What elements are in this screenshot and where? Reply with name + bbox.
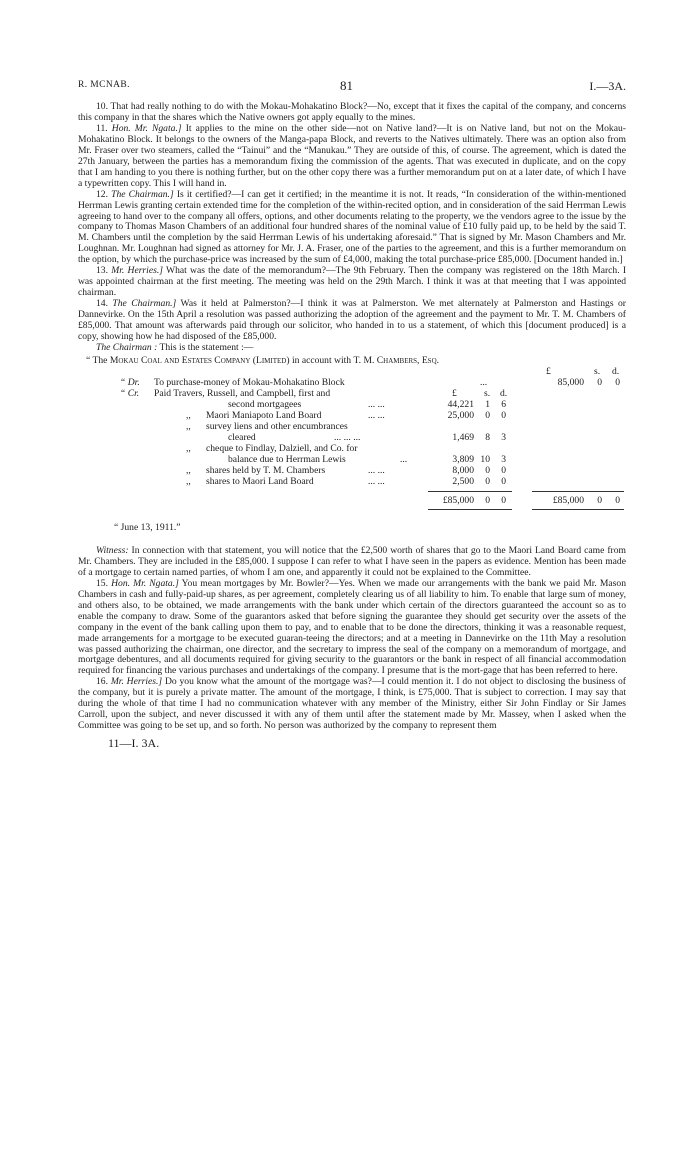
account-statement bbox=[78, 366, 626, 546]
document-reference: I.—3A. bbox=[589, 79, 626, 93]
total-rule-left bbox=[428, 509, 512, 510]
dr-pence: 0 bbox=[615, 376, 620, 388]
total-right-pounds: £85,000 bbox=[552, 494, 584, 506]
total-rule-right bbox=[532, 509, 624, 510]
page-header bbox=[78, 78, 626, 102]
document-page bbox=[78, 78, 626, 751]
cr-entry-1-pence: 6 bbox=[501, 398, 506, 410]
cr-pounds-header: £ bbox=[452, 387, 457, 399]
paragraph-10: 10. That had really nothing to do with the Mokau-Mohakatino Block?—No, except that it fixes the capital of the company, and concerns this company in that the shares which the Native owners got apply equally to the mines. bbox=[78, 101, 626, 123]
paragraph-12: 12. The Chairman.] Is it certified?—I can get it certified; in the meantime it is not. It reads, “In consideration of the within-mentioned Herrman Lewis granting certain extended time for the completion of the within-recited option, and in consideration of the said Herrman Lewis agreeing to hand over to the company all offers, options, and other documents relating to the property, we the vendors agree to the issue by the company to Thomas Mason Chambers of an additional four hundred shares of the nominal value of £10 fully paid up, to be held by the said T. M. Chambers until the completion by the said Herrman Lewis of his undertaking aforesaid.” That is signed by Mr. Mason Chambers and Mr. Loughnan. Mr. Loughnan had signed as attorney for Mr. J. A. Fraser, one of the parties to the agreement, and this is a further memorandum on the option, by which the purchase-price was increased by the sum of £4,000, making the total purchase-price £85,000. [Document handed in.] bbox=[78, 188, 627, 266]
cr-entry-5-pounds: 8,000 bbox=[452, 464, 474, 476]
dr-pounds: 85,000 bbox=[557, 376, 584, 388]
total-left-pence: 0 bbox=[501, 494, 506, 506]
cr-entry-3-pence: 3 bbox=[501, 431, 506, 443]
cr-entry-1-shillings: 1 bbox=[485, 398, 490, 410]
paragraph-14: 14. The Chairman.] Was it held at Palmerston?—I think it was at Palmerston. We met alternately at Palmerston and Hastings or Dannevirke. On the 15th April a resolution was passed authorizing the adoption of the agreement and the payment to Mr. T. M. Chambers of £85,000. That amount was afterwards paid through our solicitor, who handed in to us a statement, of which this [document produced] is a copy, showing how he had disposed of the £85,000. bbox=[78, 298, 626, 343]
pence-header: d. bbox=[612, 365, 620, 377]
statement-date: “ June 13, 1911.” bbox=[114, 521, 181, 533]
statement-intro: The Chairman : This is the statement :— bbox=[96, 341, 254, 353]
subtotal-rule-left bbox=[428, 491, 512, 492]
witness-name: R. MCNAB. bbox=[78, 80, 130, 90]
dr-dots: ... bbox=[480, 376, 488, 388]
paragraphs-top bbox=[78, 102, 626, 354]
cr-entry-5-line1: shares held by T. M. Chambers bbox=[206, 464, 326, 476]
cr-entry-1-pounds: 44,221 bbox=[447, 398, 474, 410]
subtotal-rule-right bbox=[532, 491, 624, 492]
cr-entry-3-prefix: ,, bbox=[186, 420, 191, 432]
cr-entry-2-pounds: 25,000 bbox=[447, 409, 474, 421]
cr-pence-header: d. bbox=[500, 387, 508, 399]
dr-label: “ Dr. bbox=[120, 376, 140, 388]
cr-entry-4-pence: 3 bbox=[501, 453, 506, 465]
cr-entry-1-line2: second mortgagees bbox=[228, 398, 302, 410]
cr-entry-6-line1: shares to Maori Land Board bbox=[206, 475, 314, 487]
cr-entry-4-prefix: ,, bbox=[186, 442, 191, 454]
paragraph-13: 13. Mr. Herries.] What was the date of the memorandum?—The 9th February. Then the company was registered on the 18th March. I was appointed chairman at the first meeting. The meeting was held on the 29th March. I think it was at that meeting that I was appointed chairman. bbox=[78, 265, 627, 299]
dr-description: To purchase-money of Mokau-Mohakatino Block bbox=[154, 376, 345, 388]
page-number: 81 bbox=[340, 78, 353, 93]
cr-entry-6-dots: ... ... bbox=[368, 475, 385, 487]
cr-entry-2-dots: ... ... bbox=[368, 409, 385, 421]
cr-entry-2-shillings: 0 bbox=[485, 409, 490, 421]
shillings-header: s. bbox=[594, 365, 601, 377]
cr-entry-1-dots: ... ... bbox=[368, 398, 385, 410]
cr-entry-2-line1: Maori Maniapoto Land Board bbox=[206, 409, 322, 421]
dr-shillings: 0 bbox=[597, 376, 602, 388]
cr-entry-5-pence: 0 bbox=[501, 464, 506, 476]
total-left-pounds: £85,000 bbox=[442, 494, 474, 506]
paragraphs-bottom bbox=[78, 546, 626, 732]
total-right-shillings: 0 bbox=[597, 494, 602, 506]
paragraph-15: 15. Hon. Mr. Ngata.] You mean mortgages by Mr. Bowler?—Yes. When we made our arrangements with the bank we paid Mr. Mason Chambers in cash and fully-paid-up shares, as per agreement, completely clearing us of all liability to him. To enable that large sum of money, and others also, to be obtained, we made arrangements with the bank under which certain of the directors guaranteed the account so as to enable the company to draw. Some of the guarantors asked that before signing the guarantee they should get security over the assets of the company in the event of the bank calling upon them to pay, and to enable that to be done the directors, thinking it was a reasonable request, made arrangements for a mortgage to be executed guaran-teeing the directors; and at a meeting in Dannevirke on the 11th May a resolution was passed authorizing the chairman, one director, and the secretary to impress the seal of the company on a memorandum of mortgage, and mortgage debentures, and all documents required for giving security to the guarantors or the bank in respect of all financial accommodation required for financing the various purchases and undertakings of the company. I presume that is the mort-gage that has been referred to here. bbox=[78, 577, 626, 677]
paragraph-16: 16. Mr. Herries.] Do you know what the amount of the mortgage was?—I could mention it. I do not object to disclosing the business of the company, but it is purely a private matter. The amount of the mortgage, I think, is £75,000. That is subject to correction. I may say that during the whole of that time I had no communication whatever with any member of the Ministry, either Sir John Findlay or Sir James Carroll, upon the subject, and never discussed it with any of them until after the statement made by Mr. Massey, when I asked when the Committee was going to be set up, and so forth. No person was authorized by the company to represent them bbox=[78, 676, 626, 732]
cr-shillings-header: s. bbox=[484, 387, 491, 399]
cr-entry-6-shillings: 0 bbox=[485, 475, 490, 487]
cr-entry-4-dots: ... bbox=[400, 453, 408, 465]
pounds-header: £ bbox=[546, 365, 551, 377]
cr-entry-1-line1: Paid Travers, Russell, and Campbell, first and bbox=[154, 387, 331, 399]
cr-entry-4-line2: balance due to Herrman Lewis bbox=[228, 453, 346, 465]
cr-entry-3-shillings: 8 bbox=[485, 431, 490, 443]
cr-entry-6-pounds: 2,500 bbox=[452, 475, 474, 487]
cr-entry-3-line1: survey liens and other encumbrances bbox=[206, 420, 348, 432]
page-footer: 11—I. 3A. bbox=[108, 736, 160, 751]
cr-entry-2-prefix: ,, bbox=[186, 409, 191, 421]
cr-entry-3-line2: cleared bbox=[228, 431, 256, 443]
cr-label: “ Cr. bbox=[120, 387, 140, 399]
cr-entry-5-prefix: ,, bbox=[186, 464, 191, 476]
total-right-pence: 0 bbox=[615, 494, 620, 506]
cr-entry-4-line1: cheque to Findlay, Dalziell, and Co. for bbox=[206, 442, 358, 454]
cr-entry-5-shillings: 0 bbox=[485, 464, 490, 476]
cr-entry-3-pounds: 1,469 bbox=[452, 431, 474, 443]
cr-entry-3-dots: ... ... ... bbox=[334, 431, 361, 443]
cr-entry-6-prefix: ,, bbox=[186, 475, 191, 487]
cr-entry-6-pence: 0 bbox=[501, 475, 506, 487]
account-title: “ The Mokau Coal and Estates Company (Limited) in account with T. M. Chambers, Esq. bbox=[86, 354, 440, 366]
cr-entry-4-pounds: 3,809 bbox=[452, 453, 474, 465]
paragraph-witness: Witness: In connection with that statement, you will notice that the £2,500 worth of shares that go to the Maori Land Board came from Mr. Chambers. They are included in the £85,000. I suppose I can refer to what I have seen in the papers as evidence. Mention has been made of a mortgage to certain named parties, of whom I am one, and apparently it could not be explained to the Committee. bbox=[78, 544, 626, 578]
cr-entry-5-dots: ... ... bbox=[368, 464, 385, 476]
cr-entry-4-shillings: 10 bbox=[480, 453, 490, 465]
total-left-shillings: 0 bbox=[485, 494, 490, 506]
cr-entry-2-pence: 0 bbox=[501, 409, 506, 421]
paragraph-11: 11. Hon. Mr. Ngata.] It applies to the mine on the other side—not on Native land?—It is on Native land, but not on the Mokau-Mohakatino Block. It belongs to the owners of the Manga-papa Block, and reverts to the Natives ultimately. There was an option also from Mr. Fraser over two steamers, called the “Tainui” and the “Manukau.” They are outside of this, of course. The agreement, which is dated the 27th January, between the parties has a memorandum fixing the commission of the agents. That was executed in duplicate, and on the copy that I am handing to you there is nothing further, but on the other copy there was a further memorandum put on at a later date, of which I have a typewritten copy. This I will hand in. bbox=[78, 122, 626, 189]
